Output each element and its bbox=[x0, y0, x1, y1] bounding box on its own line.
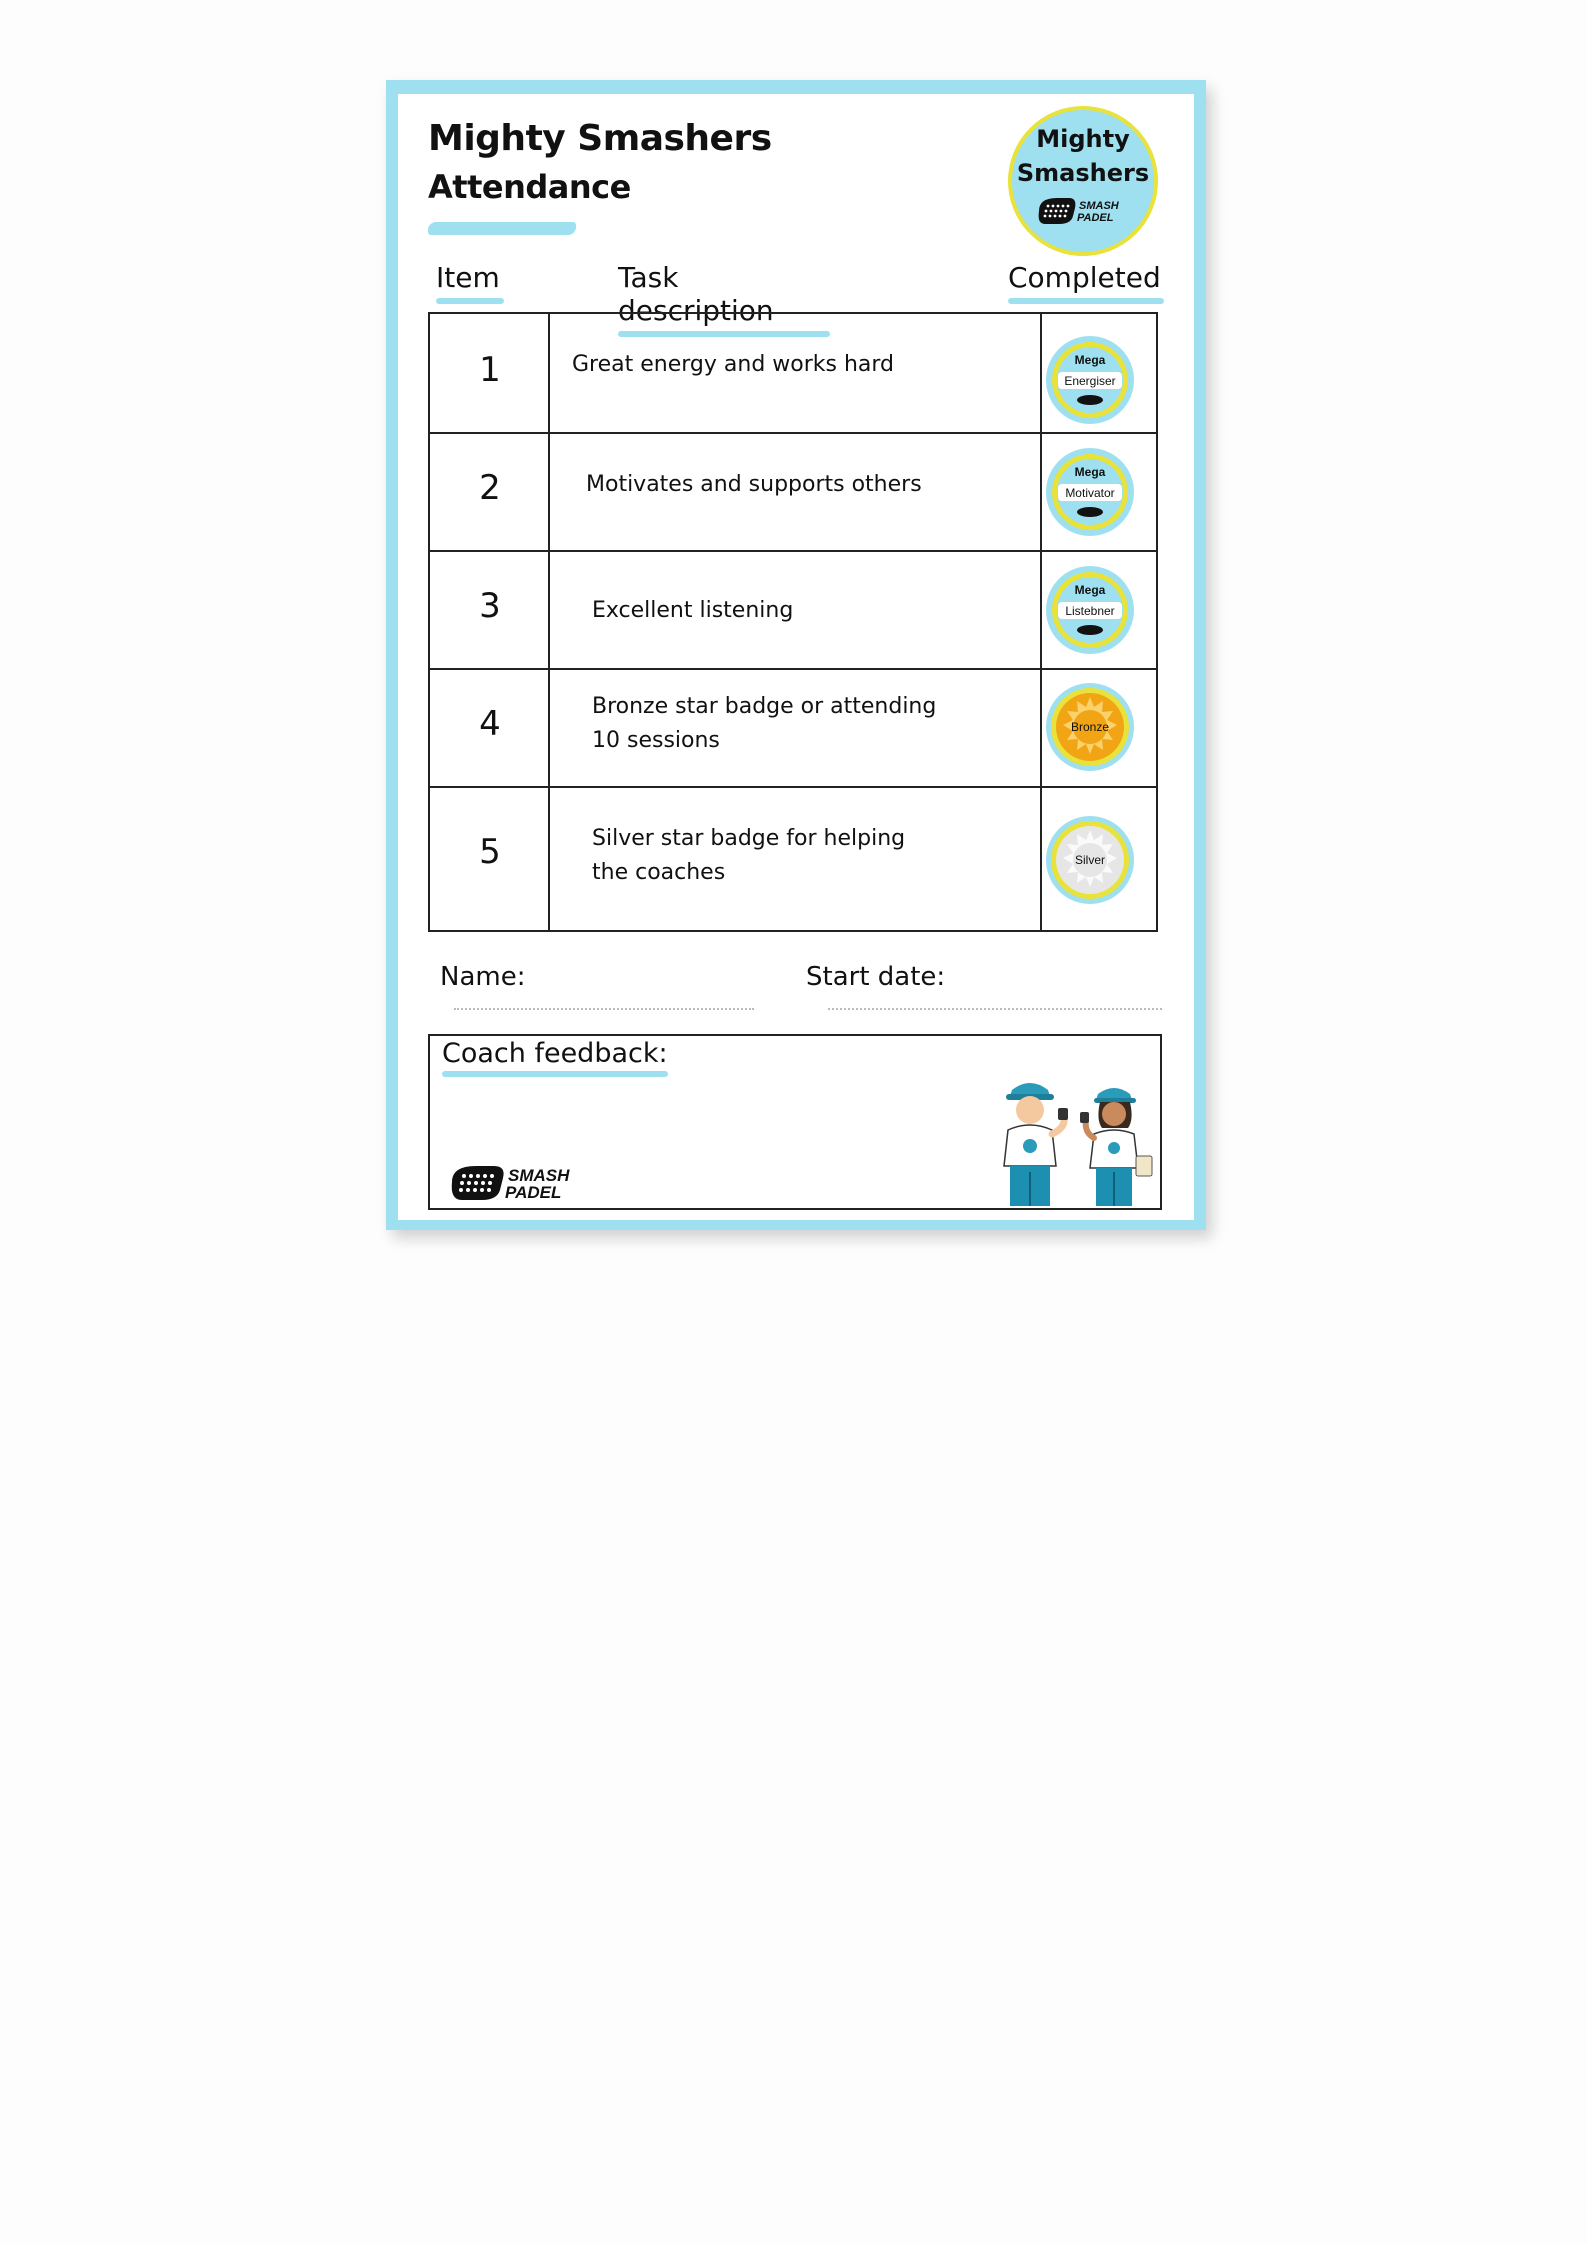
row-description: Bronze star badge or attending 10 sessions bbox=[592, 694, 937, 753]
row-number: 2 bbox=[479, 468, 501, 508]
svg-text:Listebner: Listebner bbox=[1065, 604, 1115, 618]
svg-text:Silver: Silver bbox=[1074, 853, 1106, 867]
svg-text:SMASH: SMASH bbox=[1079, 200, 1119, 212]
attendance-card bbox=[386, 80, 1206, 1230]
bronze-star-badge-icon bbox=[1044, 681, 1136, 773]
mega-motivator-badge-icon bbox=[1044, 446, 1136, 538]
name-label: Name: bbox=[440, 962, 526, 992]
column-header-completed: Completed bbox=[1008, 261, 1164, 304]
svg-text:Mega: Mega bbox=[1074, 465, 1106, 479]
start-date-label: Start date: bbox=[806, 962, 946, 992]
svg-text:Energiser: Energiser bbox=[1064, 374, 1116, 388]
svg-text:Bronze: Bronze bbox=[1070, 720, 1110, 734]
name-field[interactable] bbox=[454, 1008, 754, 1010]
column-header-item: Item bbox=[436, 261, 504, 304]
row-number: 1 bbox=[479, 350, 501, 390]
page-subtitle: Attendance bbox=[428, 168, 631, 206]
coaches-illustration-icon bbox=[990, 1072, 1160, 1208]
silver-star-badge-icon bbox=[1044, 814, 1136, 906]
mega-listener-badge-icon bbox=[1044, 564, 1136, 656]
card-sheet bbox=[398, 94, 1194, 1220]
table-row bbox=[430, 786, 1156, 932]
mighty-smashers-badge bbox=[1008, 106, 1158, 256]
badge-line-1: Mighty bbox=[1036, 125, 1130, 153]
svg-text:Mega: Mega bbox=[1074, 583, 1106, 597]
mega-energiser-badge-icon bbox=[1044, 334, 1136, 426]
svg-text:Mega: Mega bbox=[1074, 353, 1106, 367]
row-description: Great energy and works hard bbox=[572, 352, 895, 377]
row-description: Excellent listening bbox=[592, 598, 794, 623]
column-header-description: Task description bbox=[618, 261, 830, 337]
row-description: Motivates and supports others bbox=[586, 472, 922, 497]
table-row bbox=[430, 668, 1156, 786]
smash-padel-logo-icon bbox=[448, 1160, 588, 1204]
table-row bbox=[430, 432, 1156, 550]
badge-line-2: Smashers bbox=[1016, 159, 1150, 187]
coach-feedback-box[interactable] bbox=[428, 1034, 1162, 1210]
table-row bbox=[430, 550, 1156, 668]
page-title: Mighty Smashers bbox=[428, 118, 772, 159]
row-description: Silver star badge for helping the coaches bbox=[592, 826, 906, 885]
title-brush-stroke bbox=[428, 222, 576, 235]
smash-padel-logo-icon bbox=[1033, 194, 1133, 228]
svg-text:Motivator: Motivator bbox=[1065, 486, 1115, 500]
table-row bbox=[430, 314, 1156, 432]
svg-text:PADEL: PADEL bbox=[505, 1183, 562, 1202]
row-number: 5 bbox=[479, 832, 501, 872]
row-number: 4 bbox=[479, 704, 501, 744]
svg-text:PADEL: PADEL bbox=[1077, 212, 1114, 224]
svg-text:SMASH: SMASH bbox=[508, 1166, 570, 1185]
start-date-field[interactable] bbox=[828, 1008, 1162, 1010]
coach-feedback-label: Coach feedback: bbox=[442, 1038, 668, 1077]
row-number: 3 bbox=[479, 586, 501, 626]
task-table bbox=[428, 312, 1158, 932]
